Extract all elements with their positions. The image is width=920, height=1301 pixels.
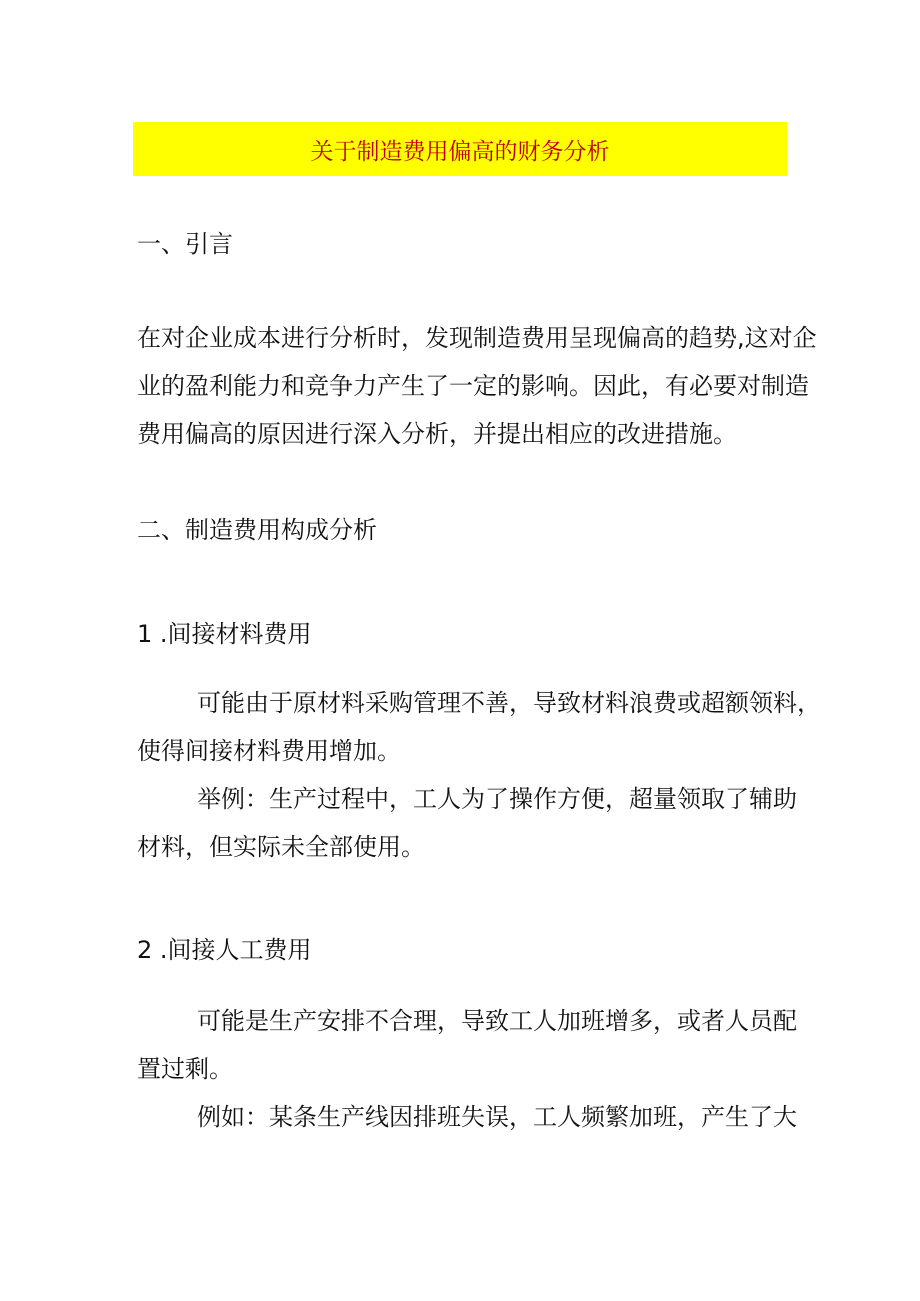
paragraph-line: 在对企业成本进行分析时，发现制造费用呈现偏高的趋势,这对企 [137,324,817,352]
subsection-heading-indirect-materials: 1 .间接材料费用 [137,620,312,648]
paragraph-line: 业的盈利能力和竞争力产生了一定的影响。因此，有必要对制造 [137,372,809,400]
paragraph-line: 费用偏高的原因进行深入分析，并提出相应的改进措施。 [137,420,737,448]
title-banner [133,122,787,176]
paragraph-line: 使得间接材料费用增加。 [137,737,401,765]
paragraph-line: 材料，但实际未全部使用。 [137,833,425,861]
paragraph-line: 置过剩。 [137,1055,233,1083]
section-heading-composition: 二、制造费用构成分析 [137,516,377,544]
paragraph-line: 例如：某条生产线因排班失误，工人频繁加班，产生了大 [197,1103,797,1131]
paragraph-line: 举例：生产过程中，工人为了操作方便，超量领取了辅助 [197,785,797,813]
subsection-heading-indirect-labor: 2 .间接人工费用 [137,936,312,964]
paragraph-line: 可能是生产安排不合理，导致工人加班增多，或者人员配 [197,1007,797,1035]
document-title: 关于制造费用偏高的财务分析 [310,138,610,165]
paragraph-line: 可能由于原材料采购管理不善，导致材料浪费或超额领料， [197,689,821,717]
section-heading-intro: 一、引言 [137,230,233,258]
